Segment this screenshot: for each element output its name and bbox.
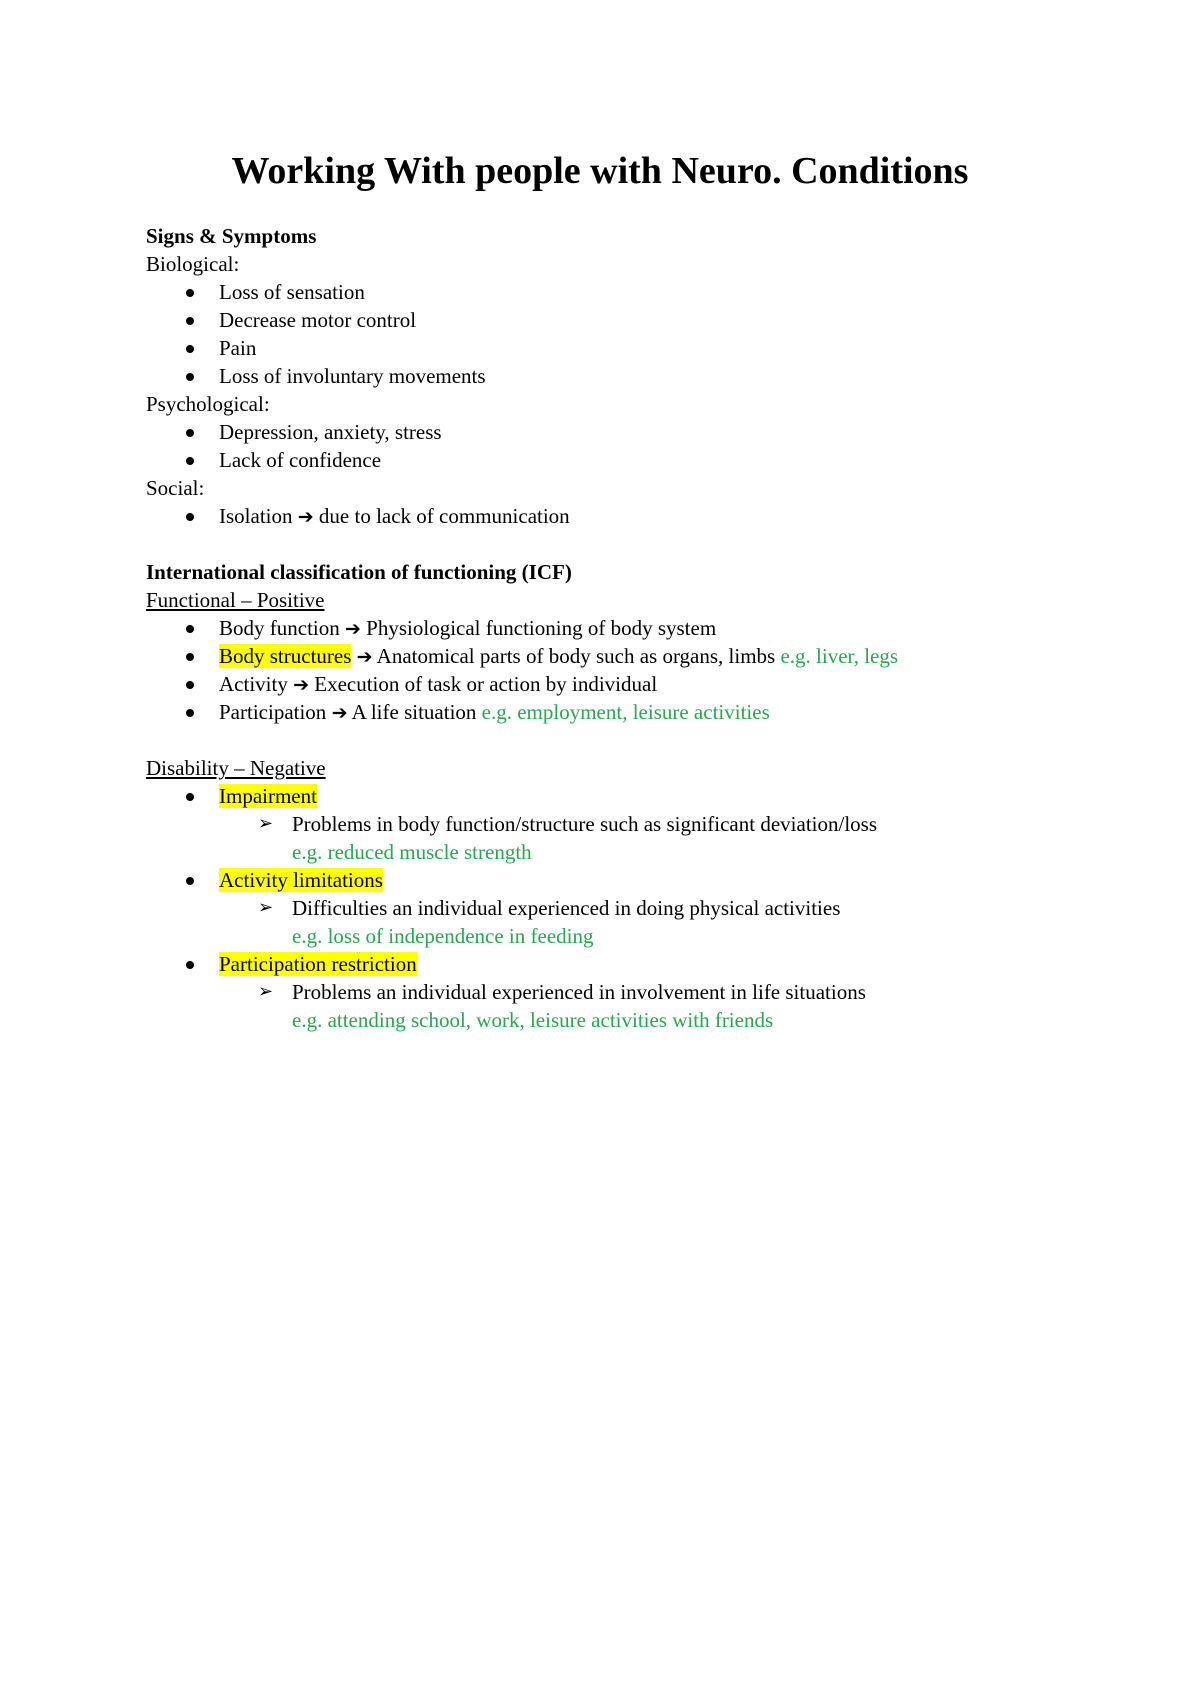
disability-list [146,866,1086,894]
list-item: Decrease motor control [146,306,1086,334]
example-text: e.g. attending school, work, leisure activities with friends [292,1008,774,1032]
highlighted-term: Participation restriction [219,952,417,976]
social-list [146,502,1086,530]
sub-list-item: ➢ Problems in body function/structure such as significant deviation/loss e.g. reduced muscle strength [146,810,1086,866]
list-item: Pain [146,334,1086,362]
arrow-right-icon: ➔ [297,506,314,528]
psychological-list [146,418,1086,474]
biological-list [146,278,1086,390]
bullet-icon [186,625,194,633]
social-label: Social: [146,476,205,500]
highlighted-term: Body structures [219,644,352,668]
list-item [146,866,1086,894]
list-item: Body function ➔ Physiological functioning of body system [146,614,1086,642]
document-body [146,222,1086,1034]
bullet-icon [186,961,194,969]
biological-label: Biological: [146,252,240,276]
bullet-icon [186,709,194,717]
list-item [146,782,1086,810]
list-item: Depression, anxiety, stress [146,418,1086,446]
list-item: Isolation ➔ due to lack of communication [146,502,1086,530]
list-item: Activity ➔ Execution of task or action by individual [146,670,1086,698]
bullet-icon [186,373,194,381]
bullet-icon [186,289,194,297]
example-text: e.g. liver, legs [780,644,899,668]
arrowhead-bullet-icon: ➢ [258,981,274,1002]
bullet-icon [186,793,194,801]
bullet-icon [186,429,194,437]
bullet-icon [186,877,194,885]
functional-label: Functional – Positive [146,588,325,612]
disability-list [146,950,1086,978]
arrow-right-icon: ➔ [331,702,348,724]
list-item: Participation ➔ A life situation e.g. employment, leisure activities [146,698,1086,726]
page-title: Working With people with Neuro. Conditions [231,150,969,192]
sub-list-item: ➢ Problems an individual experienced in involvement in life situations e.g. attending school, work, leisure activities with friends [146,978,1086,1034]
sub-list-item: ➢ Difficulties an individual experienced in doing physical activities e.g. loss of independence in feeding [146,894,1086,950]
bullet-icon [186,513,194,521]
bullet-icon [186,345,194,353]
list-item: Loss of sensation [146,278,1086,306]
arrow-right-icon: ➔ [293,674,309,696]
activity-limitations-sublist [146,894,1086,950]
bullet-icon [186,653,194,661]
bullet-icon [186,457,194,465]
disability-label: Disability – Negative [146,756,326,780]
arrow-right-icon: ➔ [345,618,361,640]
functional-list [146,614,1086,726]
disability-list [146,782,1086,810]
participation-restriction-sublist [146,978,1086,1034]
example-text: e.g. loss of independence in feeding [292,924,594,948]
list-item: Lack of confidence [146,446,1086,474]
bullet-icon [186,681,194,689]
signs-heading: Signs & Symptoms [146,224,317,248]
arrowhead-bullet-icon: ➢ [258,897,274,918]
highlighted-term: Impairment [219,784,317,808]
list-item: Loss of involuntary movements [146,362,1086,390]
icf-heading: International classification of functioning (ICF) [146,560,572,584]
bullet-icon [186,317,194,325]
arrowhead-bullet-icon: ➢ [258,813,274,834]
arrow-right-icon: ➔ [356,646,373,668]
impairment-sublist [146,810,1086,866]
list-item: Body structures ➔ Anatomical parts of body such as organs, limbs e.g. liver, legs [146,642,1086,670]
psychological-label: Psychological: [146,392,270,416]
example-text: e.g. employment, leisure activities [481,700,770,724]
highlighted-term: Activity limitations [219,868,383,892]
list-item [146,950,1086,978]
example-text: e.g. reduced muscle strength [292,840,532,864]
